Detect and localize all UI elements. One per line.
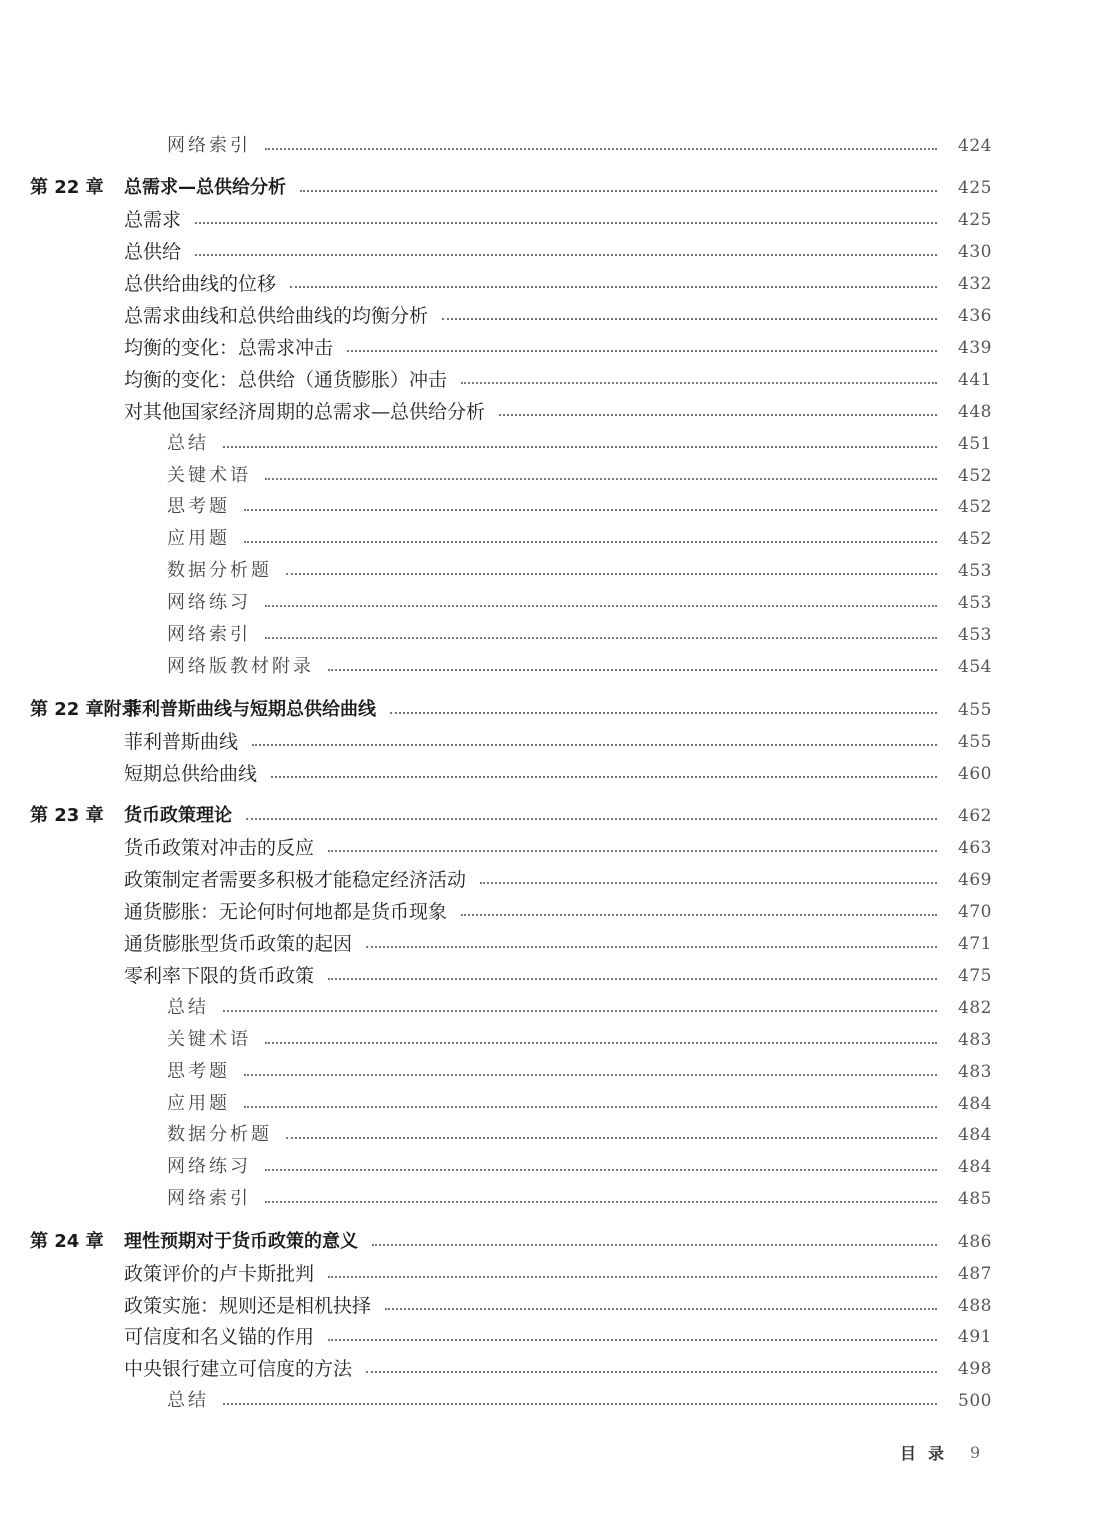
dot-leader — [195, 222, 937, 224]
toc-page-number: 463 — [958, 838, 992, 858]
dot-leader — [286, 1137, 937, 1139]
chapter-number: 第 22 章附录 — [30, 699, 140, 720]
dot-leader — [328, 850, 937, 852]
toc-entry-line — [124, 269, 945, 299]
toc-entry-title: 中央银行建立可信度的方法 — [124, 1358, 353, 1380]
toc-entry-line — [167, 1057, 945, 1087]
toc-entry-title: 关键术语 — [167, 1029, 251, 1050]
toc-section-row — [0, 269, 1099, 299]
dot-leader — [265, 148, 937, 150]
toc-entry-line — [124, 1227, 945, 1257]
toc-entry-title: 通货膨胀型货币政策的起因 — [124, 933, 353, 955]
dot-leader — [480, 882, 937, 884]
chapter-number: 第 24 章 — [30, 1231, 104, 1252]
toc-section-row — [0, 237, 1099, 267]
toc-page-number: 486 — [958, 1232, 992, 1252]
toc-entry-title: 数据分析题 — [167, 1124, 272, 1145]
dot-leader — [290, 286, 937, 288]
toc-page-number: 485 — [958, 1189, 992, 1209]
dot-leader — [300, 190, 937, 192]
toc-entry-title: 对其他国家经济周期的总需求—总供给分析 — [124, 401, 486, 423]
toc-section-row — [0, 205, 1099, 235]
toc-entry-title: 货币政策理论 — [124, 805, 232, 826]
toc-sub-row — [0, 993, 1099, 1023]
dot-leader — [286, 573, 937, 575]
dot-leader — [372, 1244, 937, 1246]
toc-page-number: 487 — [958, 1264, 992, 1284]
toc-entry-title: 应用题 — [167, 528, 230, 549]
dot-leader — [328, 1276, 937, 1278]
toc-section-row — [0, 961, 1099, 991]
toc-entry-line — [124, 1322, 945, 1352]
toc-entry-title: 总需求—总供给分析 — [124, 177, 286, 198]
dot-leader — [244, 1106, 937, 1108]
toc-entry-line — [124, 865, 945, 895]
toc-entry-title: 总需求 — [124, 209, 182, 231]
toc-sub-row — [0, 492, 1099, 522]
toc-entry-title: 总供给曲线的位移 — [124, 273, 277, 295]
dot-leader — [223, 1010, 937, 1012]
toc-sub-row — [0, 461, 1099, 491]
toc-page-number: 470 — [958, 902, 992, 922]
toc-entry-line — [124, 205, 945, 235]
toc-page-number: 452 — [958, 466, 992, 486]
toc-page-number: 488 — [958, 1296, 992, 1316]
toc-entry-line — [124, 333, 945, 363]
toc-page-number: 462 — [958, 806, 992, 826]
dot-leader — [442, 318, 937, 320]
toc-page-number: 425 — [958, 178, 992, 198]
toc-entry-title: 网络索引 — [167, 1188, 251, 1209]
toc-entry-line — [167, 1184, 945, 1214]
toc-section-row — [0, 1259, 1099, 1289]
toc-entry-line — [124, 173, 945, 203]
toc-section-row — [0, 1291, 1099, 1321]
toc-page-number: 425 — [958, 210, 992, 230]
toc-sub-row — [0, 524, 1099, 554]
toc-entry-title: 通货膨胀：无论何时何地都是货币现象 — [124, 901, 448, 923]
toc-sub-row — [0, 1152, 1099, 1182]
toc-page-number: 500 — [958, 1391, 992, 1411]
toc-page-number: 484 — [958, 1125, 992, 1145]
toc-page-number: 430 — [958, 242, 992, 262]
toc-entry-line — [167, 556, 945, 586]
chapter-number: 第 22 章 — [30, 177, 104, 198]
toc-entry-line — [124, 1259, 945, 1289]
toc-entry-line — [167, 1152, 945, 1182]
toc-page-number: 441 — [958, 370, 992, 390]
toc-sub-row — [0, 1120, 1099, 1150]
toc-entry-line — [167, 1025, 945, 1055]
toc-page-number: 432 — [958, 274, 992, 294]
toc-section-row — [0, 833, 1099, 863]
toc-sub-row — [0, 1025, 1099, 1055]
toc-entry-line — [167, 131, 945, 161]
toc-entry-title: 网络索引 — [167, 135, 251, 156]
toc-entry-line — [124, 1291, 945, 1321]
dot-leader — [461, 382, 937, 384]
toc-entry-line — [167, 588, 945, 618]
dot-leader — [366, 1371, 937, 1373]
toc-entry-title: 关键术语 — [167, 465, 251, 486]
toc-page-number: 498 — [958, 1359, 992, 1379]
toc-entry-title: 总供给 — [124, 241, 182, 263]
toc-section-row — [0, 865, 1099, 895]
toc-entry-title: 政策评价的卢卡斯批判 — [124, 1263, 315, 1285]
toc-entry-title: 政策实施：规则还是相机抉择 — [124, 1295, 372, 1317]
dot-leader — [328, 1339, 937, 1341]
toc-entry-title: 总需求曲线和总供给曲线的均衡分析 — [124, 305, 429, 327]
toc-entry-title: 货币政策对冲击的反应 — [124, 837, 315, 859]
toc-entry-title: 总结 — [167, 1390, 209, 1411]
toc-entry-title: 可信度和名义锚的作用 — [124, 1326, 315, 1348]
dot-leader — [366, 946, 937, 948]
toc-page-number: 452 — [958, 529, 992, 549]
toc-page-number: 469 — [958, 870, 992, 890]
toc-entry-title: 总结 — [167, 433, 209, 454]
toc-entry-line — [124, 301, 945, 331]
dot-leader — [265, 1169, 937, 1171]
dot-leader — [328, 978, 937, 980]
dot-leader — [265, 1042, 937, 1044]
toc-entry-title: 短期总供给曲线 — [124, 763, 258, 785]
toc-page-number: 482 — [958, 998, 992, 1018]
toc-sub-row — [0, 652, 1099, 682]
toc-entry-title: 数据分析题 — [167, 560, 272, 581]
toc-page-number: 475 — [958, 966, 992, 986]
toc-entry-title: 理性预期对于货币政策的意义 — [124, 1231, 358, 1252]
toc-entry-line — [124, 801, 945, 831]
toc-entry-line — [167, 461, 945, 491]
dot-leader — [461, 914, 937, 916]
toc-page-number: 491 — [958, 1327, 992, 1347]
toc-entry-title: 思考题 — [167, 1061, 230, 1082]
dot-leader — [265, 478, 937, 480]
toc-entry-title: 菲利普斯曲线与短期总供给曲线 — [124, 699, 376, 720]
toc-chapter-row — [0, 1227, 1099, 1257]
toc-page-number: 439 — [958, 338, 992, 358]
toc-sub-row — [0, 1089, 1099, 1119]
toc-page-number: 454 — [958, 657, 992, 677]
toc-section-row — [0, 929, 1099, 959]
chapter-number: 第 23 章 — [30, 805, 104, 826]
toc-sub-row — [0, 620, 1099, 650]
toc-entry-title: 菲利普斯曲线 — [124, 731, 239, 753]
toc-page-number: 460 — [958, 764, 992, 784]
toc-page-number: 451 — [958, 434, 992, 454]
toc-sub-row — [0, 429, 1099, 459]
toc-page-number: 455 — [958, 732, 992, 752]
footer-label: 目录 — [900, 1443, 957, 1463]
toc-page-number: 453 — [958, 561, 992, 581]
toc-page-number: 483 — [958, 1030, 992, 1050]
dot-leader — [252, 744, 937, 746]
dot-leader — [385, 1308, 937, 1310]
toc-section-row — [0, 397, 1099, 427]
toc-entry-title: 网络练习 — [167, 592, 251, 613]
toc-sub-row — [0, 1184, 1099, 1214]
toc-entry-line — [167, 1089, 945, 1119]
toc-entry-line — [167, 620, 945, 650]
toc-sub-row — [0, 588, 1099, 618]
toc-page-number: 448 — [958, 402, 992, 422]
dot-leader — [195, 254, 937, 256]
toc-entry-line — [124, 397, 945, 427]
toc-entry-line — [124, 695, 945, 725]
toc-entry-line — [124, 833, 945, 863]
toc-entry-line — [124, 237, 945, 267]
toc-entry-line — [167, 492, 945, 522]
dot-leader — [265, 605, 937, 607]
toc-entry-line — [124, 1354, 945, 1384]
toc-entry-title: 网络版教材附录 — [167, 656, 314, 677]
toc-page-number: 452 — [958, 497, 992, 517]
toc-page-number: 424 — [958, 136, 992, 156]
toc-chapter-row — [0, 173, 1099, 203]
dot-leader — [265, 1201, 937, 1203]
toc-page-number: 483 — [958, 1062, 992, 1082]
toc-entry-title: 应用题 — [167, 1093, 230, 1114]
toc-entry-line — [167, 1120, 945, 1150]
toc-sub-row — [0, 131, 1099, 161]
page-footer — [900, 1437, 980, 1467]
toc-page-number: 484 — [958, 1094, 992, 1114]
dot-leader — [223, 446, 937, 448]
toc-section-row — [0, 333, 1099, 363]
toc-entry-title: 零利率下限的货币政策 — [124, 965, 315, 987]
toc-page-number: 484 — [958, 1157, 992, 1177]
toc-section-row — [0, 301, 1099, 331]
dot-leader — [223, 1403, 937, 1405]
toc-entry-line — [124, 727, 945, 757]
toc-section-row — [0, 897, 1099, 927]
toc-entry-line — [124, 759, 945, 789]
toc-chapter-row — [0, 801, 1099, 831]
toc-entry-title: 政策制定者需要多积极才能稳定经济活动 — [124, 869, 467, 891]
footer-page-number: 9 — [970, 1442, 981, 1462]
toc-sub-row — [0, 1057, 1099, 1087]
toc-section-row — [0, 759, 1099, 789]
dot-leader — [499, 414, 937, 416]
toc-entry-line — [167, 652, 945, 682]
dot-leader — [244, 541, 937, 543]
toc-entry-line — [167, 1386, 945, 1416]
toc-entry-title: 均衡的变化：总需求冲击 — [124, 337, 334, 359]
toc-sub-row — [0, 1386, 1099, 1416]
toc-entry-title: 总结 — [167, 997, 209, 1018]
toc-section-row — [0, 1354, 1099, 1384]
toc-page-number: 455 — [958, 700, 992, 720]
toc-entry-line — [124, 929, 945, 959]
toc-entry-title: 均衡的变化：总供给（通货膨胀）冲击 — [124, 369, 448, 391]
toc-sub-row — [0, 556, 1099, 586]
dot-leader — [244, 509, 937, 511]
toc-page-number: 471 — [958, 934, 992, 954]
toc-section-row — [0, 1322, 1099, 1352]
toc-entry-line — [167, 993, 945, 1023]
dot-leader — [265, 637, 937, 639]
toc-entry-line — [167, 429, 945, 459]
toc-page-number: 453 — [958, 625, 992, 645]
toc-entry-line — [124, 365, 945, 395]
dot-leader — [390, 712, 937, 714]
toc-entry-title: 思考题 — [167, 496, 230, 517]
toc-page-number: 436 — [958, 306, 992, 326]
toc-entry-line — [167, 524, 945, 554]
dot-leader — [244, 1074, 937, 1076]
toc-entry-title: 网络索引 — [167, 624, 251, 645]
dot-leader — [246, 818, 937, 820]
toc-section-row — [0, 727, 1099, 757]
toc-entry-title: 网络练习 — [167, 1156, 251, 1177]
toc-page-number: 453 — [958, 593, 992, 613]
toc-entry-line — [124, 961, 945, 991]
dot-leader — [328, 669, 937, 671]
toc-chapter-row — [0, 695, 1099, 725]
dot-leader — [271, 776, 937, 778]
toc-entry-line — [124, 897, 945, 927]
dot-leader — [347, 350, 937, 352]
toc-section-row — [0, 365, 1099, 395]
